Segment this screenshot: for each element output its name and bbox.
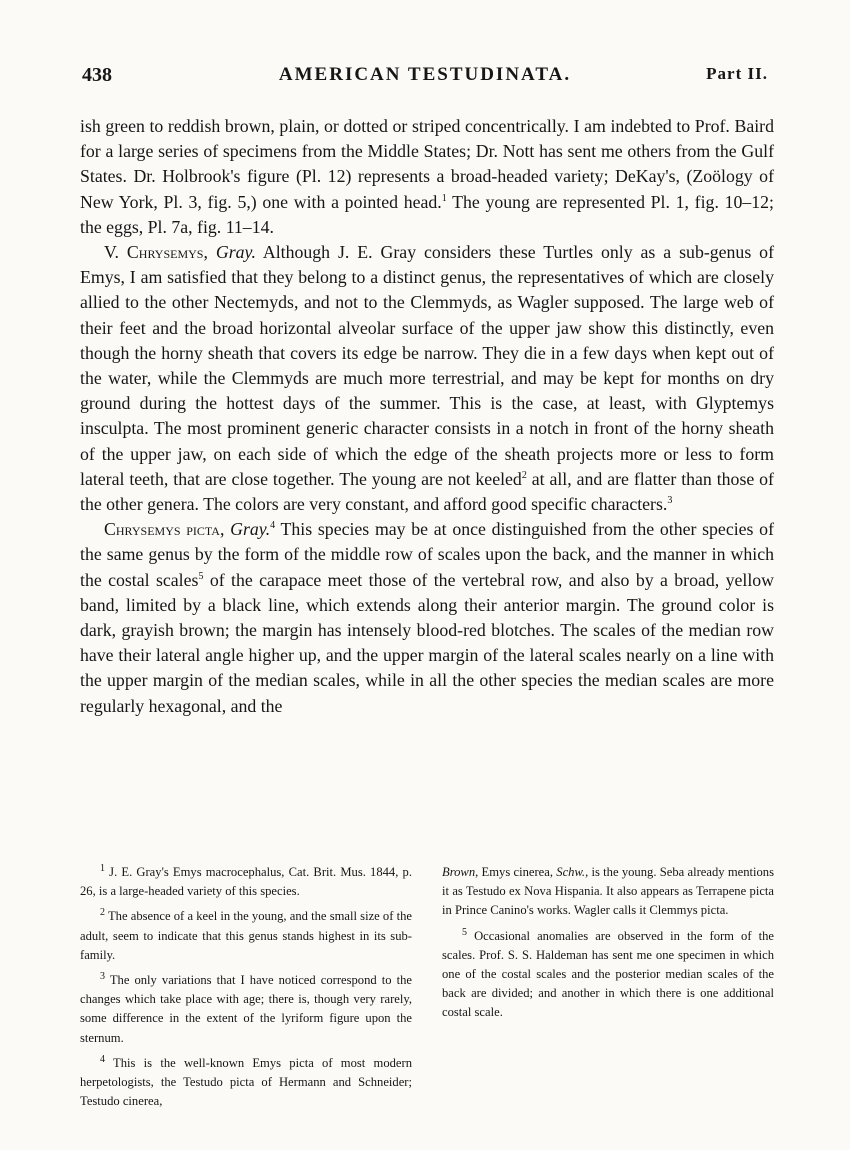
- footnote-4-start: [80, 1054, 412, 1112]
- footnote-ref: 1: [441, 192, 447, 204]
- paragraph-text: of the carapace meet those of the vertebral row, and also by a broad, yellow band, limited by a black line, which extends along their anterior margin. The ground color is dark, grayish brown; the margin has intensely blood-red blotches. The scales of the median row have their lateral angle higher up, and the upper margin of the lateral scales nearly on a line with the upper margin of the median scales, while in all the other species the median scales are more regularly hexagonal, and the: [80, 569, 774, 716]
- page-number: 438: [82, 64, 112, 86]
- footnote-1: [80, 863, 412, 901]
- main-text: [80, 114, 774, 719]
- authority: Gray.: [215, 242, 256, 263]
- footnote-column-left: [80, 863, 412, 1117]
- footnote-ref: 4: [270, 520, 276, 532]
- genus-heading: V. Chrysemys,: [104, 242, 208, 263]
- paragraph-text: at all, and are flatter than those of the other genera. The colors are very constant, and afford good specific characters.: [80, 468, 774, 515]
- footnote-3: [80, 971, 412, 1048]
- page-header: [82, 64, 768, 90]
- footnote-ref: 2: [521, 469, 527, 481]
- footnote-column-right: [442, 863, 774, 1117]
- footnote-5: [442, 927, 774, 1023]
- footnote-mark: 2: [100, 907, 105, 919]
- footnote-mark: 3: [100, 970, 105, 982]
- footnote-ref: 3: [667, 495, 673, 507]
- footnote-mark: 4: [100, 1053, 105, 1065]
- footnote-text: This is the well-known Emys picta of most modern herpetologists, the Testudo picta of Hermann and Schneider; Testudo cinerea,: [80, 1055, 412, 1109]
- footnote-2: [80, 907, 412, 965]
- paragraph-text: Although J. E. Gray considers these Turtles only as a sub-genus of Emys, I am satisfied that they belong to a distinct genus, the representatives of which are closely allied to the other Nectemyds, and not to the Clemmyds, as Wagler supposed. The large web of their feet and the broad horizontal alveolar surface of the upper jaw show this distinctly, even though the horny sheath that covers its edge be narrow. They die in a few days when kept out of the water, while the Clemmyds are much more terrestrial, and may be kept for months on dry ground during the hottest days of the summer. This is the case, at least, with Glyptemys insculpta. The most prominent generic character consists in a notch in front of the horny sheath of the upper jaw, on each side of which the edge of the sheath projects more or less to form lateral teeth, that are close together. The young are not keeled: [80, 242, 774, 489]
- footnote-text: The absence of a keel in the young, and the small size of the adult, seem to indicate that this genus stands highest in its sub-family.: [80, 909, 412, 962]
- footnote-ref: 5: [198, 570, 204, 582]
- paragraph-chrysemys-picta: [80, 517, 774, 719]
- footnote-author: Schw.: [556, 865, 586, 879]
- footnote-text: J. E. Gray's Emys macrocephalus, Cat. Brit. Mus. 1844, p. 26, is a large-headed variety of this species.: [80, 865, 412, 899]
- footnote-text: , Emys cinerea,: [475, 865, 557, 879]
- footnote-text: , is the young. Seba already mentions it as Testudo ex Nova Hispania. It also appears as Terrapene picta in Prince Canino's works. Wagler calls it Clemmys picta.: [442, 865, 774, 918]
- paragraph-text: ish green to reddish brown, plain, or dotted or striped concentrically. I am indebted to Prof. Baird for a large series of specimens from the Middle States; Dr. Nott has sent me others from the Gulf States. Dr. Holbrook's figure (Pl. 12) represents a broad-headed variety; DeKay's, (Zoölogy of New York, Pl. 3, fig. 5,) one with a pointed head.: [80, 116, 774, 212]
- paragraph-text: This species may be at once distinguished from the other species of the same genus by the form of the middle row of scales upon the back, and the manner in which the costal scales: [80, 519, 774, 590]
- running-title: AMERICAN TESTUDINATA.: [278, 64, 572, 85]
- part-label: Part II.: [706, 64, 768, 83]
- footnote-text: The only variations that I have noticed correspond to the changes which take place with age; there is, though very rarely, some difference in the extent of the lyriform figure upon the sternum.: [80, 973, 412, 1045]
- authority: Gray.: [230, 519, 271, 540]
- paragraph-chrysemys-genus: [80, 240, 774, 517]
- footnote-text: Occasional anomalies are observed in the form of the scales. Prof. S. S. Haldeman has sent me one specimen in which one of the costal scales and the posterior median scales of the back are divided; and another in which there is one additional costal scale.: [442, 928, 774, 1020]
- footnotes: [80, 863, 774, 1117]
- footnote-mark: 5: [462, 926, 467, 938]
- footnote-author: Brown: [442, 865, 476, 879]
- paragraph-text: The young are represented Pl. 1, fig. 10–12; the eggs, Pl. 7a, fig. 11–14.: [80, 191, 774, 237]
- species-heading: Chrysemys picta,: [104, 519, 225, 540]
- paragraph-continued: [80, 114, 774, 240]
- footnote-4-cont: [442, 863, 774, 921]
- footnote-mark: 1: [100, 862, 105, 874]
